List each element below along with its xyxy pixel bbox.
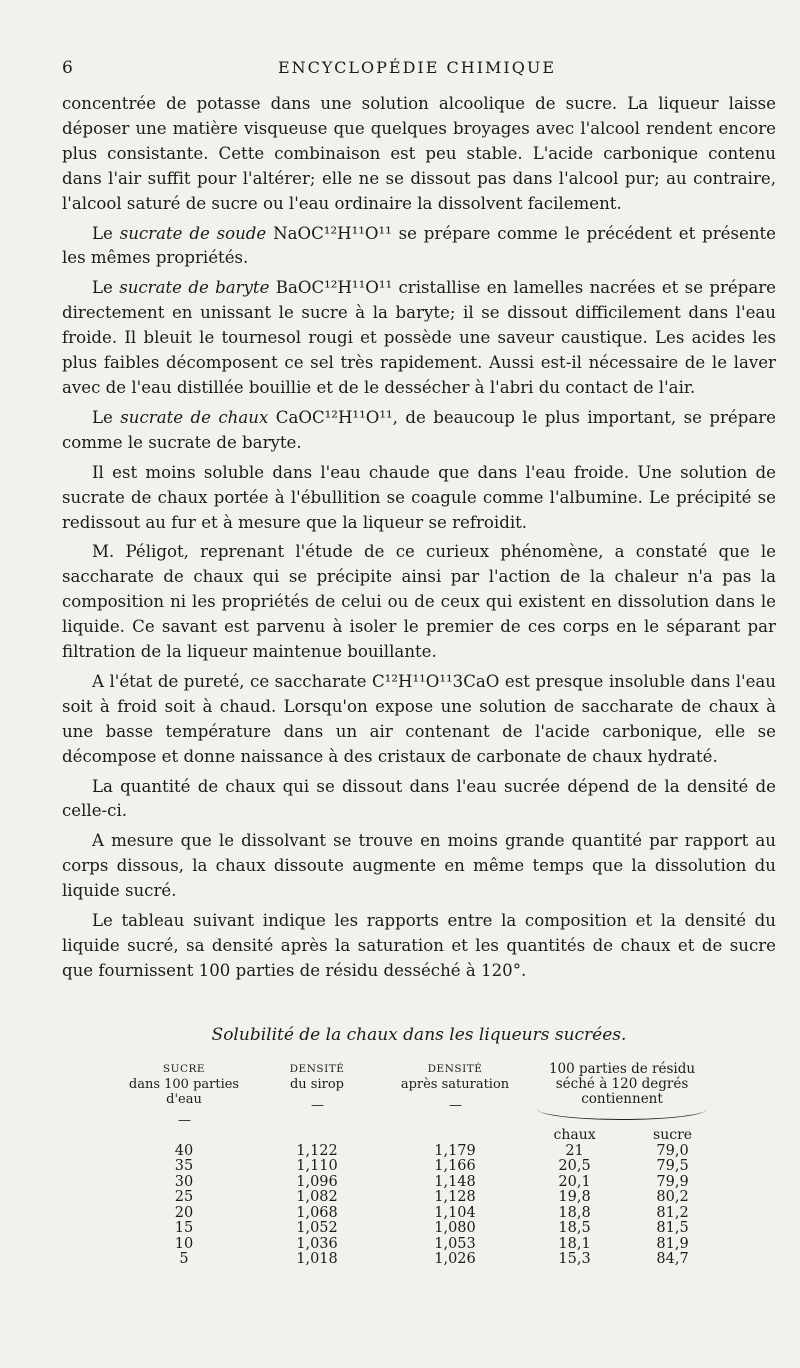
cell-densite-sirop: 1,110 xyxy=(296,1158,338,1174)
cell-densite-sat: 1,053 xyxy=(434,1235,476,1252)
table-subheader-row xyxy=(120,1128,720,1144)
cell-chaux: 21 xyxy=(565,1142,584,1159)
header-sucre-label: SUCRE xyxy=(162,1063,206,1075)
table-row xyxy=(120,1190,720,1206)
term-sucrate-chaux: sucrate de chaux xyxy=(120,407,269,427)
cell-densite-sirop: 1,052 xyxy=(296,1220,338,1236)
table-row xyxy=(120,1252,720,1268)
table-header-row xyxy=(120,1062,720,1128)
cell-densite-sirop: 1,018 xyxy=(296,1251,338,1267)
lead-text: Le xyxy=(92,407,121,427)
formula-saccharate: C¹²H¹¹O¹¹3CaO xyxy=(371,671,500,691)
lead-text: Le xyxy=(92,223,120,243)
formula-sucrate-baryte: BaOC¹²H¹¹O¹¹ xyxy=(275,278,393,298)
cell-densite-sat: 1,148 xyxy=(434,1173,476,1190)
cell-sucre-pct: 81,9 xyxy=(656,1235,689,1252)
cell-chaux: 18,1 xyxy=(558,1235,591,1252)
formula-sucrate-soude: NaOC¹²H¹¹O¹¹ xyxy=(273,223,392,243)
brace-divider xyxy=(537,1109,707,1120)
paragraph-peligot: M. Péligot, reprenant l'étude de ce curieux phénomène, a constaté que le saccharate de chaux qui se précipite ainsi par l'action de la chaleur n'a pas la composition ni les propriétés de celui ou de ceux qui existent en dissolution dans le liquide. Ce savant est parvenu à isoler le premier de ces corps en le séparant par filtration de la liqueur maintenue bouillante. xyxy=(62,542,776,662)
cell-chaux: 19,8 xyxy=(558,1189,591,1205)
page-header xyxy=(62,58,772,82)
header-densite-sirop xyxy=(248,1062,386,1128)
paragraph-text: , de beaucoup le plus important, se prépare comme le sucrate de baryte. xyxy=(62,407,776,452)
table-row xyxy=(120,1237,720,1253)
paragraph-9: A mesure que le dissolvant se trouve en moins grande quantité par rapport au corps dissous, la chaux dissoute augmente en même temps que la dissolution du liquide sucré. xyxy=(62,831,776,901)
cell-sucre-pct: 81,2 xyxy=(656,1204,689,1221)
cell-sucre-pct: 79,5 xyxy=(656,1158,689,1174)
header-residu-text: 100 parties de résidu séché à 120 degrés contiennent xyxy=(548,1061,696,1107)
table-row xyxy=(120,1175,720,1191)
header-residu xyxy=(524,1062,720,1128)
paragraph-1: concentrée de potasse dans une solution alcoolique de sucre. La liqueur laisse déposer une matière visqueuse que quelques broyages avec l'alcool rendent encore plus consistante. Cette combinaison est peu stable. L'acide carbonique contenu dans l'air suffit pour l'altérer; elle ne se dissout pas dans l'alcool pur; au contraire, l'alcool saturé de sucre ou l'eau ordinaire la dissolvent facilement. xyxy=(62,94,776,213)
lead-text: A l'état de pureté, ce saccharate xyxy=(92,671,372,691)
cell-sucre: 10 xyxy=(174,1235,194,1252)
header-densite-saturation xyxy=(386,1062,524,1128)
cell-densite-sirop: 1,068 xyxy=(296,1204,338,1221)
cell-chaux: 18,8 xyxy=(558,1204,591,1221)
header-densite-sat-detail: après saturation xyxy=(400,1077,510,1092)
header-densite-sirop-detail: du sirop xyxy=(289,1077,345,1092)
cell-densite-sat: 1,080 xyxy=(434,1220,476,1236)
table-row xyxy=(120,1159,720,1175)
cell-densite-sirop: 1,082 xyxy=(296,1189,338,1205)
solubility-table xyxy=(120,1062,720,1268)
cell-densite-sirop: 1,122 xyxy=(296,1142,338,1159)
table-row xyxy=(120,1206,720,1222)
cell-sucre: 35 xyxy=(174,1158,194,1174)
cell-sucre: 30 xyxy=(174,1173,194,1190)
paragraph-10: Le tableau suivant indique les rapports entre la composition et la densité du liquide sucré, sa densité après la saturation et les quantités de chaux et de sucre que fournissent 100 parties de résidu desséché à 120°. xyxy=(62,911,776,980)
table-row xyxy=(120,1144,720,1160)
header-dash: — xyxy=(311,1098,323,1113)
header-dash: — xyxy=(178,1113,190,1128)
cell-densite-sirop: 1,096 xyxy=(296,1173,338,1190)
table-body xyxy=(120,1128,720,1268)
header-densite-label: DENSITÉ xyxy=(289,1063,345,1075)
cell-sucre-pct: 81,5 xyxy=(656,1220,689,1236)
table-title: Solubilité de la chaux dans les liqueurs sucrées. xyxy=(211,1025,627,1045)
cell-densite-sat: 1,166 xyxy=(434,1158,476,1174)
cell-sucre: 25 xyxy=(174,1189,194,1205)
cell-densite-sat: 1,026 xyxy=(434,1251,476,1267)
cell-chaux: 20,5 xyxy=(558,1158,591,1174)
paragraph-text: se prépare comme le précédent et présente les mêmes propriétés. xyxy=(62,223,776,268)
cell-sucre-pct: 84,7 xyxy=(656,1251,689,1267)
lead-text: Le xyxy=(92,278,120,298)
paragraph-sucrate-soude xyxy=(62,222,776,272)
paragraph-text: est presque insoluble dans l'eau soit à froid soit à chaud. Lorsqu'on expose une solution de saccharate de chaux à une basse température dans un air contenant de l'acide carbonique, elle se décompose et donne naissance à des cristaux de carbonate de chaux hydraté. xyxy=(62,671,776,766)
cell-sucre: 20 xyxy=(174,1204,194,1221)
subheader-sucre: sucre xyxy=(653,1127,693,1143)
paragraph-sucrate-baryte xyxy=(62,276,776,401)
cell-densite-sat: 1,128 xyxy=(434,1189,476,1205)
cell-chaux: 18,5 xyxy=(558,1220,591,1236)
header-sucre-detail: dans 100 parties d'eau xyxy=(128,1077,240,1107)
cell-densite-sat: 1,104 xyxy=(434,1204,476,1221)
cell-densite-sat: 1,179 xyxy=(434,1142,476,1159)
header-sucre xyxy=(120,1062,248,1128)
formula-sucrate-chaux: CaOC¹²H¹¹O¹¹ xyxy=(275,407,393,427)
subheader-chaux: chaux xyxy=(553,1127,596,1143)
cell-sucre: 15 xyxy=(174,1220,194,1236)
term-sucrate-soude: sucrate de soude xyxy=(119,223,267,243)
page-number: 6 xyxy=(62,58,73,78)
paragraph-5: Il est moins soluble dans l'eau chaude que dans l'eau froide. Une solution de sucrate de chaux portée à l'ébullition se coagule comme l'albumine. Le précipité se redissout au fur et à mesure que la liqueur se refroidit. xyxy=(62,462,776,532)
cell-chaux: 20,1 xyxy=(558,1173,591,1190)
cell-sucre-pct: 80,2 xyxy=(656,1189,689,1205)
cell-sucre: 5 xyxy=(179,1251,189,1267)
cell-chaux: 15,3 xyxy=(558,1251,591,1267)
body-text xyxy=(62,92,776,984)
paragraph-8: La quantité de chaux qui se dissout dans l'eau sucrée dépend de la densité de celle-ci. xyxy=(62,776,776,821)
cell-sucre-pct: 79,9 xyxy=(656,1173,689,1190)
cell-densite-sirop: 1,036 xyxy=(296,1235,338,1252)
cell-sucre-pct: 79,0 xyxy=(656,1142,689,1159)
cell-sucre: 40 xyxy=(174,1142,194,1159)
header-dash: — xyxy=(449,1098,461,1113)
paragraph-saccharate xyxy=(62,670,776,770)
running-title: ENCYCLOPÉDIE CHIMIQUE xyxy=(277,58,557,77)
paragraph-text: cristallise en lamelles nacrées et se prépare directement en unissant le sucre à la baryte; il se dissout difficilement dans l'eau froide. Il bleuit le tournesol rougi et possède une saveur caustique. Les acides les plus faibles décomposent ce sel très rapidement. Aussi est-il nécessaire de le laver avec de l'eau distillée bouillie et de le dessécher à l'abri du contact de l'air. xyxy=(62,278,776,397)
paragraph-sucrate-chaux xyxy=(62,406,776,456)
header-densite-label: DENSITÉ xyxy=(427,1063,483,1075)
table-row xyxy=(120,1221,720,1237)
term-sucrate-baryte: sucrate de baryte xyxy=(119,278,270,298)
